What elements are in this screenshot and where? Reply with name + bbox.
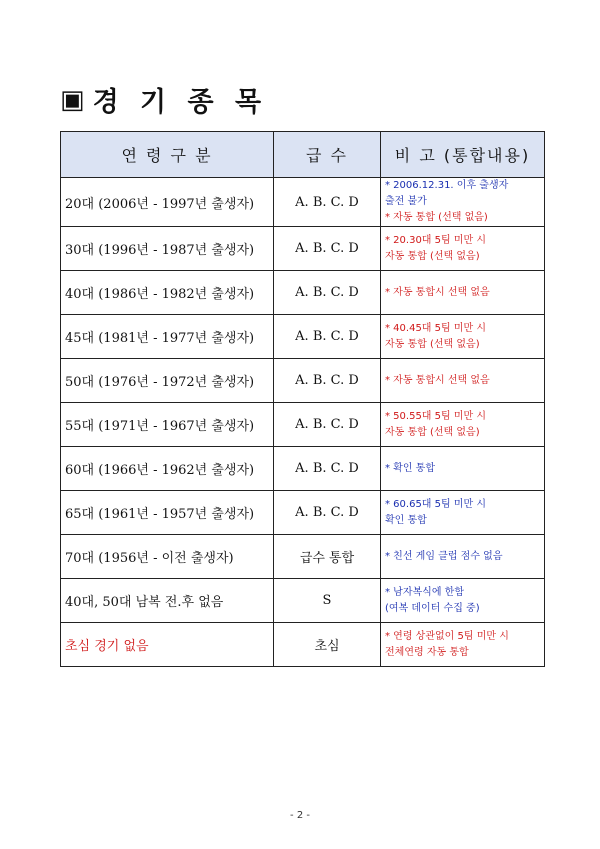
age-group-cell: 65대 (1961년 - 1957년 출생자)	[61, 491, 274, 535]
age-group-cell: 60대 (1966년 - 1962년 출생자)	[61, 447, 274, 491]
age-group-cell: 40대, 50대 남복 전.후 없음	[61, 579, 274, 623]
notes-cell	[381, 227, 545, 271]
note-line: * 자동 통합시 선택 없음	[385, 374, 490, 386]
notes-cell	[381, 359, 545, 403]
grade-cell: 초심	[274, 623, 381, 667]
table-body	[61, 178, 545, 667]
grade-cell: A. B. C. D	[274, 271, 381, 315]
note-line: (여복 데이터 수집 중)	[385, 602, 480, 614]
grade-cell: S	[274, 579, 381, 623]
notes-cell	[381, 403, 545, 447]
note-line: * 40.45대 5팀 미만 시	[385, 322, 487, 334]
note-line: 자동 통합 (선택 없음)	[385, 250, 480, 262]
notes-cell	[381, 623, 545, 667]
note-line: 출전 불가	[385, 196, 427, 207]
grade-cell: 급수 통합	[274, 535, 381, 579]
section-title: 경 기 종 목	[92, 87, 268, 118]
table-row	[61, 271, 545, 315]
table-row	[61, 227, 545, 271]
note-line: * 50.55대 5팀 미만 시	[385, 410, 487, 422]
table-row	[61, 491, 545, 535]
notes-cell	[381, 315, 545, 359]
notes-cell	[381, 178, 545, 227]
notes-cell	[381, 271, 545, 315]
notes-cell	[381, 535, 545, 579]
table-row	[61, 403, 545, 447]
page-number: - 2 -	[290, 810, 310, 821]
table-row	[61, 579, 545, 623]
note-line: 확인 통합	[385, 514, 427, 526]
note-line: * 남자복식에 한함	[385, 586, 464, 598]
notes-cell	[381, 491, 545, 535]
header-grade: 급 수	[274, 132, 381, 178]
age-group-cell: 초심 경기 없음	[61, 623, 274, 667]
age-group-cell: 30대 (1996년 - 1987년 출생자)	[61, 227, 274, 271]
age-group-cell: 45대 (1981년 - 1977년 출생자)	[61, 315, 274, 359]
age-group-cell: 50대 (1976년 - 1972년 출생자)	[61, 359, 274, 403]
grade-cell: A. B. C. D	[274, 227, 381, 271]
note-line: 자동 통합 (선택 없음)	[385, 338, 480, 350]
header-notes: 비 고 (통합내용)	[381, 132, 545, 178]
header-age-group: 연 령 구 분	[61, 132, 274, 178]
grade-cell: A. B. C. D	[274, 447, 381, 491]
note-line: * 2006.12.31. 이후 출생자	[385, 180, 509, 191]
age-group-cell: 70대 (1956년 - 이전 출생자)	[61, 535, 274, 579]
table-row	[61, 315, 545, 359]
note-line: * 자동 통합시 선택 없음	[385, 286, 490, 298]
notes-cell	[381, 447, 545, 491]
event-table	[60, 131, 545, 667]
note-line: 전체연령 자동 통합	[385, 646, 469, 658]
age-group-cell: 20대 (2006년 - 1997년 출생자)	[61, 178, 274, 227]
grade-cell: A. B. C. D	[274, 315, 381, 359]
table-row	[61, 178, 545, 227]
age-group-cell: 55대 (1971년 - 1967년 출생자)	[61, 403, 274, 447]
grade-cell: A. B. C. D	[274, 491, 381, 535]
square-bullet-icon: ▣	[60, 84, 85, 115]
note-line: * 자동 통합 (선택 없음)	[385, 212, 488, 223]
table-row	[61, 535, 545, 579]
table-row	[61, 447, 545, 491]
age-group-cell: 40대 (1986년 - 1982년 출생자)	[61, 271, 274, 315]
note-line: * 연령 상관없이 5팀 미만 시	[385, 630, 509, 642]
note-line: * 60.65대 5팀 미만 시	[385, 498, 487, 510]
note-line: * 친선 게임 클럽 점수 없음	[385, 550, 503, 562]
note-line: * 20.30대 5팀 미만 시	[385, 234, 487, 246]
table-row	[61, 359, 545, 403]
note-line: 자동 통합 (선택 없음)	[385, 426, 480, 438]
notes-cell	[381, 579, 545, 623]
note-line: * 확인 통합	[385, 462, 435, 474]
table-header-row	[61, 132, 545, 178]
grade-cell: A. B. C. D	[274, 178, 381, 227]
table-row	[61, 623, 545, 667]
grade-cell: A. B. C. D	[274, 359, 381, 403]
grade-cell: A. B. C. D	[274, 403, 381, 447]
section-heading	[60, 80, 267, 119]
